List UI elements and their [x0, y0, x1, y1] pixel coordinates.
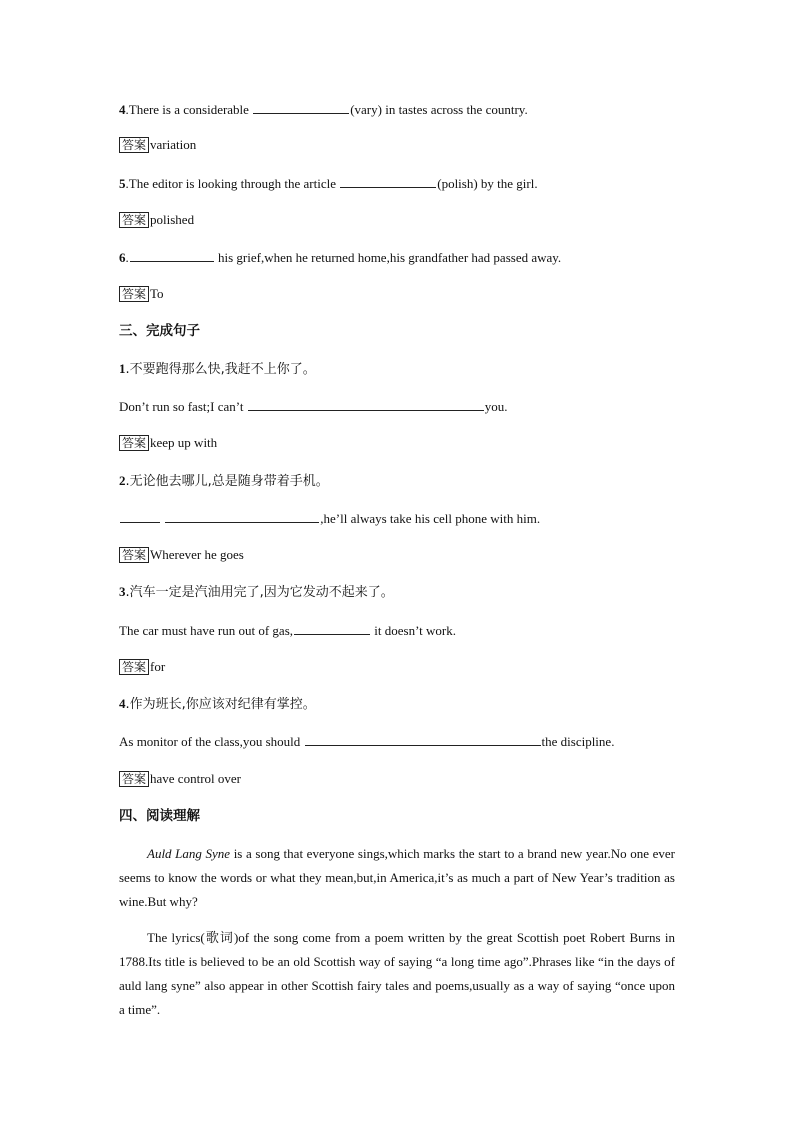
english-pre: Don’t run so fast;I can’t	[119, 399, 247, 414]
answer-blank	[248, 398, 484, 411]
question-5	[119, 175, 684, 192]
reading-paragraph-1	[119, 842, 675, 914]
section-title-complete-sentences: 三、完成句子	[119, 323, 200, 339]
english-post: it doesn’t work.	[371, 623, 456, 638]
answer-text: for	[150, 659, 166, 674]
chinese-text: .作为班长,你应该对纪律有掌控。	[125, 697, 316, 712]
answer-s3-1	[119, 435, 684, 451]
question-text-post: his grief,when he returned home,his grandfather had passed away.	[214, 250, 562, 265]
answer-text: have control over	[150, 771, 241, 786]
answer-label: 答案	[119, 286, 149, 302]
answer-6	[119, 286, 684, 302]
reading-paragraph-2: The lyrics(歌词)of the song come from a poem written by the great Scottish poet Robert Burns in 1788.Its title is believed to be an old Scottish way of saying “a long time ago”.Phrases like “in the days of auld lang syne” also appear in other Scottish fairy tales and poems,usually as a way of saying “once upon a time”.	[119, 930, 675, 1017]
answer-label: 答案	[119, 435, 149, 451]
question-6	[119, 249, 684, 266]
question-text-post: (polish) by the girl.	[437, 176, 538, 191]
answer-s3-4	[119, 771, 684, 787]
question-text-pre: .The editor is looking through the article	[125, 176, 340, 191]
paragraph-text: is a song that everyone sings,which marks the start to a brand new year.No one ever seems to know the words or what they mean,but,in America,it’s as much a part of New Year’s tradition as wine.But why?	[119, 846, 675, 909]
question-number: 4	[119, 102, 126, 117]
answer-blank	[340, 175, 436, 188]
sentence-3-english	[119, 622, 684, 639]
answer-4	[119, 137, 684, 153]
song-title: Auld Lang Syne	[147, 846, 231, 861]
answer-text: polished	[150, 212, 195, 227]
answer-text: Wherever he goes	[150, 547, 244, 562]
answer-label: 答案	[119, 137, 149, 153]
answer-blank	[294, 622, 370, 635]
english-post: ,he’ll always take his cell phone with him.	[320, 511, 541, 526]
answer-blank	[253, 101, 349, 114]
answer-s3-3	[119, 659, 684, 675]
answer-label: 答案	[119, 547, 149, 563]
sentence-3-chinese	[119, 584, 684, 601]
answer-blank	[165, 510, 319, 523]
question-number: 5	[119, 176, 126, 191]
item-number: 3	[119, 584, 126, 599]
chinese-text: .不要跑得那么快,我赶不上你了。	[125, 362, 316, 377]
answer-label: 答案	[119, 212, 149, 228]
answer-label: 答案	[119, 659, 149, 675]
chinese-text: .汽车一定是汽油用完了,因为它发动不起来了。	[125, 585, 394, 600]
question-text-pre: .There is a considerable	[125, 102, 253, 117]
item-number: 1	[119, 361, 126, 376]
english-post: the discipline.	[541, 734, 615, 749]
sentence-2-chinese	[119, 473, 684, 490]
question-number: 6	[119, 250, 126, 265]
sentence-4-chinese	[119, 696, 684, 713]
sentence-1-english	[119, 398, 684, 415]
question-text-post: (vary) in tastes across the country.	[350, 102, 528, 117]
answer-blank	[120, 510, 160, 523]
sentence-4-english	[119, 733, 684, 750]
answer-blank	[130, 249, 214, 262]
sentence-2-english	[119, 510, 684, 527]
item-number: 2	[119, 473, 126, 488]
english-pre: As monitor of the class,you should	[119, 734, 304, 749]
answer-text: variation	[150, 137, 197, 152]
section-title-reading: 四、阅读理解	[119, 808, 200, 824]
answer-text: keep up with	[150, 435, 218, 450]
sentence-1-chinese	[119, 361, 684, 378]
answer-5	[119, 212, 684, 228]
answer-text: To	[150, 286, 164, 301]
answer-blank	[305, 733, 541, 746]
question-4	[119, 101, 684, 118]
english-pre: The car must have run out of gas,	[119, 623, 294, 638]
item-number: 4	[119, 696, 126, 711]
chinese-text: .无论他去哪儿,总是随身带着手机。	[125, 474, 329, 489]
answer-s3-2	[119, 547, 684, 563]
english-post: you.	[484, 399, 508, 414]
question-text-pre: .	[125, 250, 129, 265]
answer-label: 答案	[119, 771, 149, 787]
